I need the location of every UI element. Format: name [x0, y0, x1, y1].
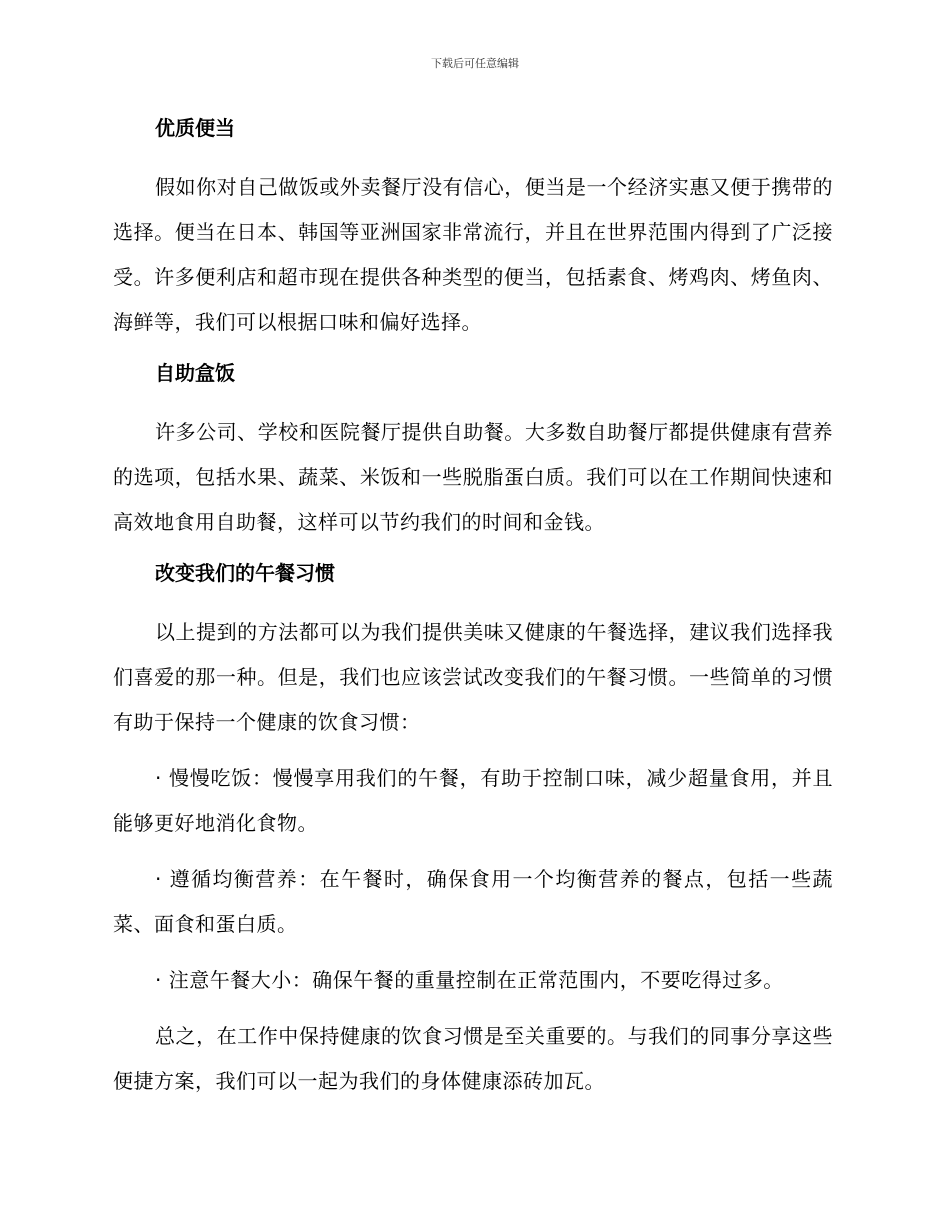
bullet-item-portion-size: · 注意午餐大小：确保午餐的重量控制在正常范围内，不要吃得过多。 [155, 968, 784, 992]
section-heading-habits: 改变我们的午餐习惯 [155, 561, 335, 585]
document-body [113, 111, 833, 1104]
section-heading-bento: 优质便当 [155, 116, 235, 140]
section-paragraph-bento: 假如你对自己做饭或外卖餐厅没有信心，便当是一个经济实惠又便于携带的选择。便当在日本、韩国等亚洲国家非常流行，并且在世界范围内得到了广泛接受。许多便利店和超市现在提供各种类型的便当，包括素食、烤鸡肉、烤鱼肉、海鲜等，我们可以根据口味和偏好选择。 [113, 175, 833, 334]
section-paragraph-habits: 以上提到的方法都可以为我们提供美味又健康的午餐选择，建议我们选择我们喜爱的那一种。但是，我们也应该尝试改变我们的午餐习惯。一些简单的习惯有助于保持一个健康的饮食习惯： [113, 620, 833, 734]
section-paragraph-buffet: 许多公司、学校和医院餐厅提供自助餐。大多数自助餐厅都提供健康有营养的选项，包括水果、蔬菜、米饭和一些脱脂蛋白质。我们可以在工作期间快速和高效地食用自助餐，这样可以节约我们的时间和金钱。 [113, 420, 833, 534]
header-note: 下载后可任意编辑 [431, 57, 519, 70]
bullet-item-balanced-nutrition: · 遵循均衡营养：在午餐时，确保食用一个均衡营养的餐点，包括一些蔬菜、面食和蛋白质。 [113, 867, 833, 936]
section-heading-buffet: 自助盒饭 [155, 361, 235, 385]
bullet-item-eat-slowly: · 慢慢吃饭：慢慢享用我们的午餐，有助于控制口味，减少超量食用，并且能够更好地消化食物。 [113, 766, 833, 835]
conclusion-paragraph: 总之，在工作中保持健康的饮食习惯是至关重要的。与我们的同事分享这些便捷方案，我们可以一起为我们的身体健康添砖加瓦。 [113, 1024, 833, 1093]
